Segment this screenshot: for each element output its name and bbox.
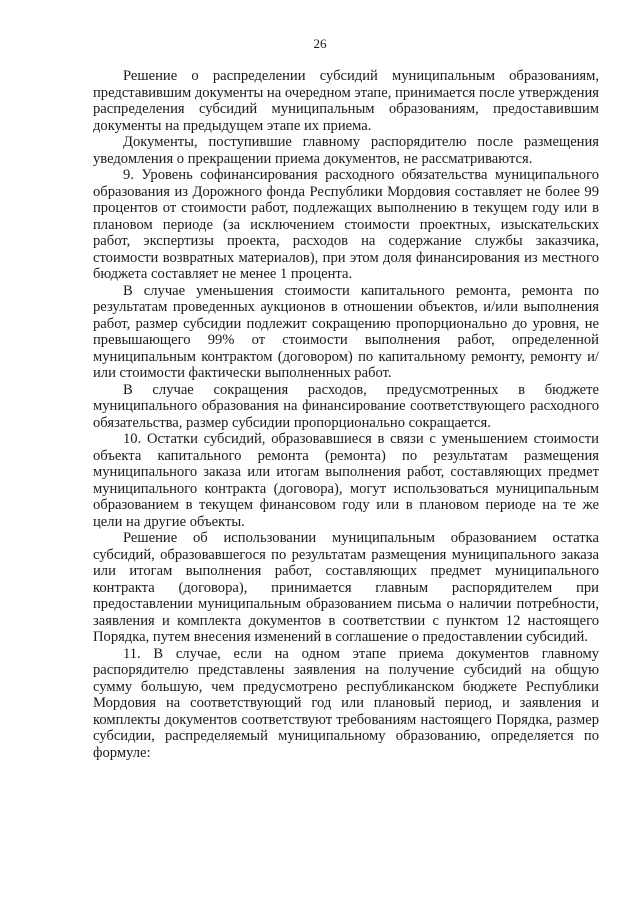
document-body	[93, 68, 599, 761]
paragraph-item-10: 10. Остатки субсидий, образовавшиеся в связи с уменьшением стоимости объекта капитального ремонта (ремонта) по результатам размещения муниципального заказа или итогам выполнения работ, составляющих предмет муниципального контракта (договора), могут использоваться муниципальным образованием в текущем финансовом году или в плановом периоде на те же цели на другие объекты.	[93, 431, 599, 530]
paragraph-late-documents: Документы, поступившие главному распорядителю после размещения уведомления о прекращении приема документов, не рассматриваются.	[93, 134, 599, 167]
paragraph-item-9: 9. Уровень софинансирования расходного обязательства муниципального образования из Дорожного фонда Республики Мордовия составляет не более 99 процентов от стоимости работ, подлежащих выполнению в текущем году или в плановом периоде (за исключением стоимости проектных, изыскательских работ, экспертизы проекта, расходов на содержание службы заказчика, стоимости возвратных материалов), при этом доля финансирования из местного бюджета составляет не менее 1 процента.	[93, 167, 599, 282]
paragraph-remainder-decision: Решение об использовании муниципальным образованием остатка субсидий, образовавшегося по результатам размещения муниципального заказа или итогам выполнения работ, составляющих предмет муниципального контракта (договора), принимается главным распорядителем при предоставлении муниципальным образованием письма о наличии потребности, заявления и комплекта документов в соответствии с пунктом 12 настоящего Порядка, путем внесения изменений в соглашение о предоставлении субсидий.	[93, 530, 599, 645]
paragraph-distribution-decision: Решение о распределении субсидий муниципальным образованиям, представившим документы на очередном этапе, принимается после утверждения распределения субсидий муниципальным образованиям, предоставившим документы на предыдущем этапе их приема.	[93, 68, 599, 134]
page-number: 26	[313, 36, 327, 51]
paragraph-cost-reduction: В случае уменьшения стоимости капитального ремонта, ремонта по результатам проведенных аукционов в отношении объектов, и/или выполнения работ, размер субсидии подлежит сокращению пропорционально до уровня, не превышающего 99% от стоимости выполнения работ, определенной муниципальным контрактом (договором) по капитальному ремонту, ремонту и/или стоимости фактически выполненных работ.	[93, 282, 599, 381]
paragraph-expense-reduction: В случае сокращения расходов, предусмотренных в бюджете муниципального образования на финансирование соответствующего расходного обязательства, размер субсидии пропорционально сокращается.	[93, 381, 599, 431]
paragraph-item-11: 11. В случае, если на одном этапе приема документов главному распорядителю представлены заявления на получение субсидий на общую сумму большую, чем предусмотрено республиканском бюджете Республики Мордовия на соответствующий год или плановый период, и заявления и комплекты документов соответствуют требованиям настоящего Порядка, размер субсидии, распределяемый муниципальному образованию, определяется по формуле:	[93, 645, 599, 761]
